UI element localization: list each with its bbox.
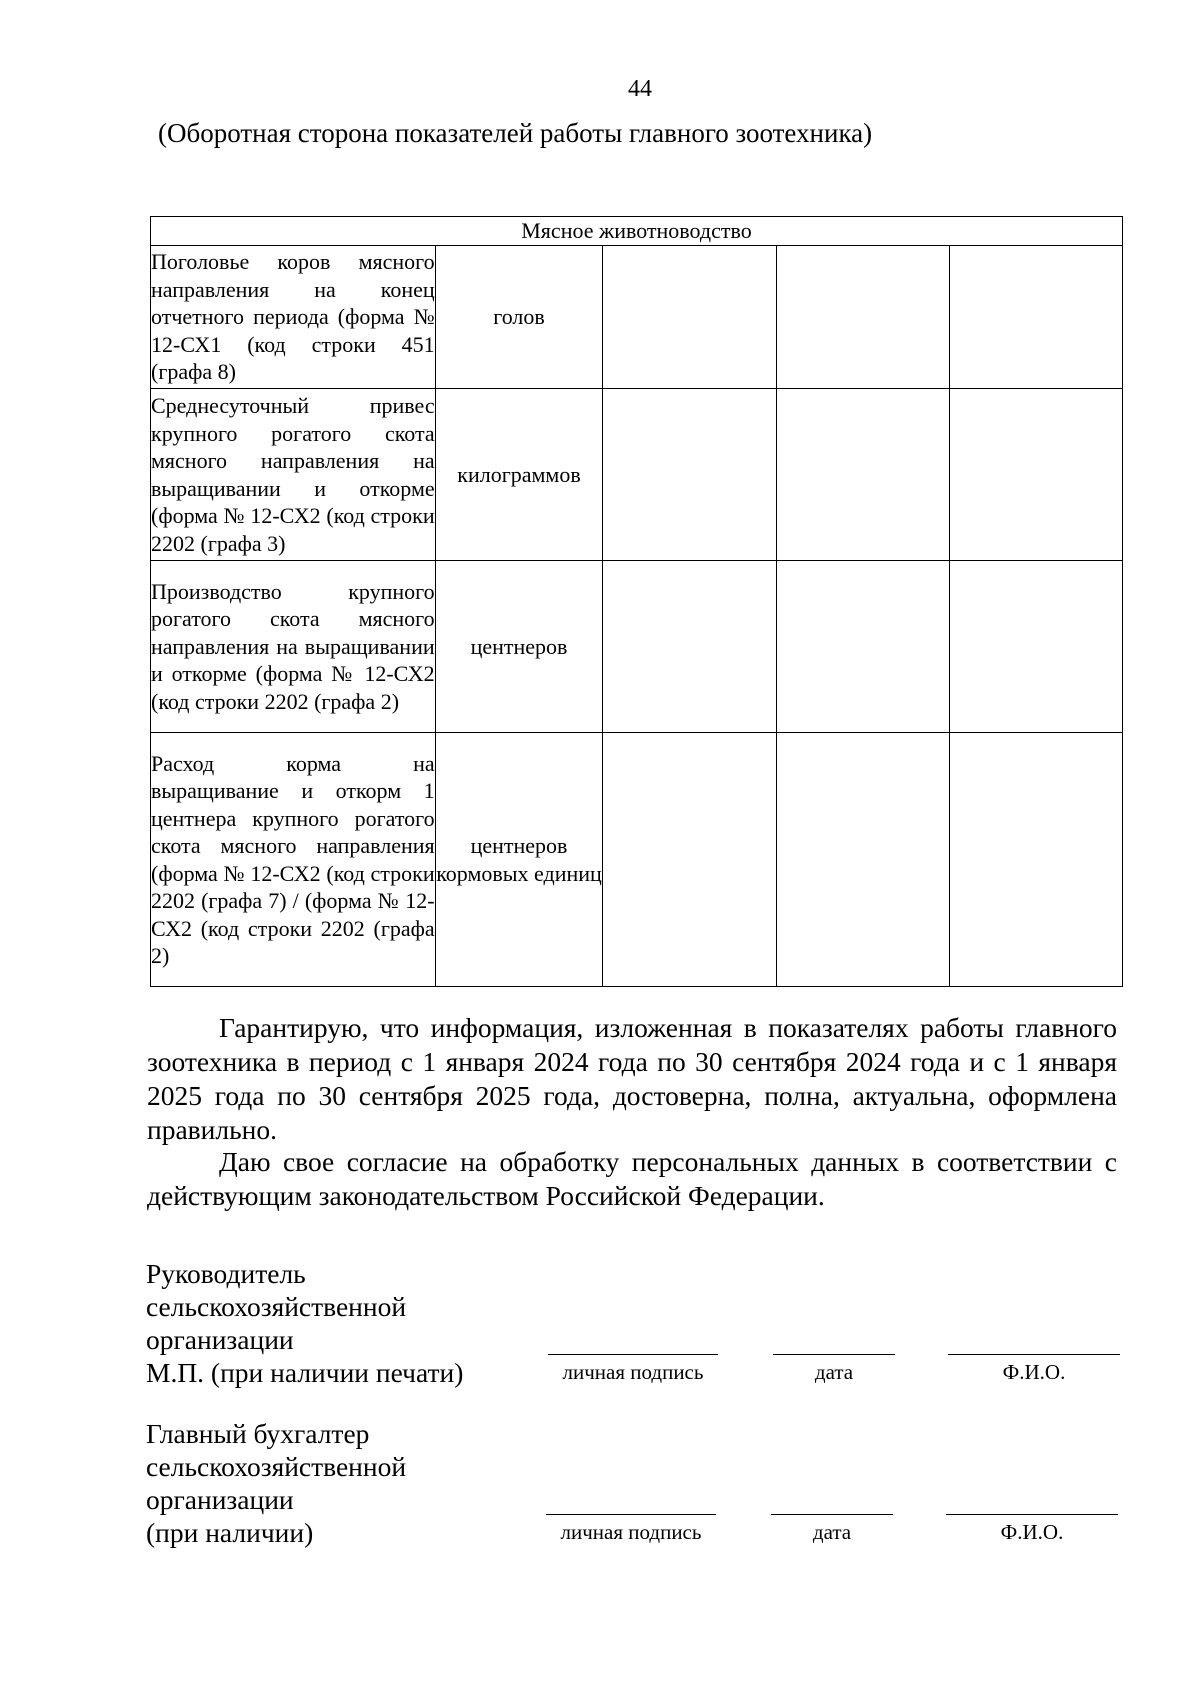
signature-caption: личная подпись [560, 1520, 702, 1544]
value-cell [776, 246, 949, 389]
indicator-name: Среднесуточный привес крупного рогатого скота мясного направления на выращивании и откорме (форма № 12-СХ2 (код строки 2202 (графа 3) [151, 389, 436, 561]
label-line: организации [146, 1324, 294, 1355]
name-line [946, 1514, 1118, 1515]
indicator-name: Поголовье коров мясного направления на конец отчетного периода (форма № 12-СХ1 (код строки 451 (графа 8) [151, 246, 436, 389]
value-cell [776, 561, 949, 733]
value-cell [776, 389, 949, 561]
indicators-table [150, 216, 1123, 987]
head-signature-label [146, 1257, 463, 1389]
signature-line [546, 1514, 716, 1515]
date-line [773, 1354, 895, 1355]
table-row [151, 389, 1123, 561]
indicator-unit: центнеров кормовых единиц [435, 733, 603, 987]
label-line: Руководитель [146, 1258, 306, 1289]
name-caption: Ф.И.О. [1002, 1360, 1066, 1384]
indicator-unit: голов [435, 246, 603, 389]
signature-caption: личная подпись [562, 1360, 704, 1384]
value-cell [603, 389, 776, 561]
value-cell [603, 246, 776, 389]
indicator-unit: килограммов [435, 389, 603, 561]
table-row [151, 733, 1123, 987]
value-cell [949, 561, 1122, 733]
value-cell [603, 733, 776, 987]
name-line [948, 1354, 1120, 1355]
date-line [771, 1514, 893, 1515]
label-line: организации [146, 1484, 294, 1515]
accountant-signature-label [146, 1417, 406, 1549]
label-line: М.П. (при наличии печати) [146, 1357, 464, 1388]
page-number: 44 [628, 76, 652, 102]
page-subtitle: (Оборотная сторона показателей работы главного зоотехника) [158, 118, 873, 148]
signature-line [548, 1354, 718, 1355]
label-line: сельскохозяйственной [146, 1451, 407, 1482]
table-row [151, 561, 1123, 733]
value-cell [776, 733, 949, 987]
section-header: Мясное животноводство [151, 217, 1123, 246]
value-cell [603, 561, 776, 733]
value-cell [949, 733, 1122, 987]
label-line: сельскохозяйственной [146, 1291, 407, 1322]
consent-paragraph: Даю свое согласие на обработку персональных данных в соответствии с действующим законодательством Российской Федерации. [147, 1146, 1117, 1211]
label-line: (при наличии) [146, 1517, 314, 1548]
table-header-row [151, 217, 1123, 246]
date-caption: дата [812, 1520, 852, 1544]
indicator-name: Производство крупного рогатого скота мясного направления на выращивании и откорме (форма № 12-СХ2 (код строки 2202 (графа 2) [151, 561, 436, 733]
indicator-unit: центнеров [435, 561, 603, 733]
indicator-name: Расход корма на выращивание и откорм 1 центнера крупного рогатого скота мясного направления (форма № 12-СХ2 (код строки 2202 (графа 7) / (форма № 12-СХ2 (код строки 2202 (графа 2) [151, 733, 436, 987]
value-cell [949, 389, 1122, 561]
name-caption: Ф.И.О. [1000, 1520, 1064, 1544]
value-cell [949, 246, 1122, 389]
date-caption: дата [814, 1360, 854, 1384]
label-line: Главный бухгалтер [146, 1418, 370, 1449]
guarantee-paragraph: Гарантирую, что информация, изложенная в показателях работы главного зоотехника в период с 1 января 2024 года по 30 сентября 2024 года и с 1 января 2025 года по 30 сентября 2025 года, достоверна, полна, актуальна, оформлена правильно. [147, 1012, 1117, 1145]
table-row [151, 246, 1123, 389]
